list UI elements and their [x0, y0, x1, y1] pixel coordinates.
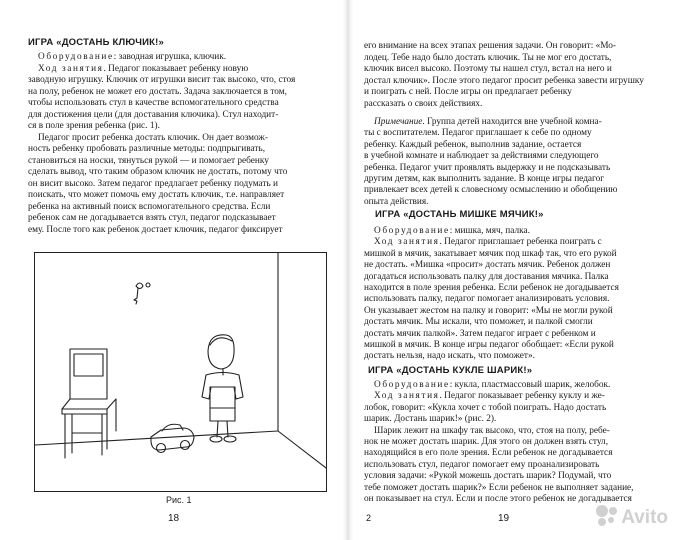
- spaced-term: Оборудование: [374, 380, 450, 390]
- text-line: для достижения цели (для доставания ключика). Стул находит-: [28, 109, 279, 120]
- text-line: достать нельзя, надо искать, что поможет».: [364, 351, 535, 362]
- text-line: [374, 391, 605, 402]
- text-line: в учебной комнате и наблюдает за действиями следующего: [364, 151, 599, 162]
- text-line: шарик. Достань шарик!» (рис. 2).: [364, 414, 497, 425]
- text-line: ему. После того как ребенок достает ключик, педагог фиксирует: [28, 224, 283, 235]
- text-line: [374, 237, 602, 248]
- text-line: ребенок сам не догадывается взять стул, педагог подсказывает: [28, 213, 276, 223]
- left-heading: ИГРА «ДОСТАНЬ КЛЮЧИК!»: [28, 37, 164, 48]
- spaced-term: Ход занятия: [38, 63, 104, 74]
- text-line: ты с воспитателем. Педагог приглашает к себе по одному: [364, 128, 592, 139]
- line-rest: . Группа детей находится вне учебной комна-: [422, 117, 602, 127]
- text-line: заводную игрушку. Ключик от игрушки висит так высоко, что, стоя: [28, 75, 296, 85]
- right-page-mark: 2: [366, 513, 372, 523]
- text-line: мишкой в мячик, закатывает мячик под шкаф так, что его рукой: [364, 248, 617, 259]
- avito-logo-icon: [596, 505, 618, 527]
- text-line: условия задачи: «Рукой можешь достать шарик? Подумай, что: [364, 471, 612, 482]
- text-line: достать мячик. Мы искали, что поможет, и палкой смогли: [364, 317, 593, 328]
- text-line: он показывает на стул. Если и после этого ребенок не догадывается: [364, 494, 632, 504]
- text-line: [374, 226, 530, 237]
- text-line: ребенка на активный поиск вспомогательного средства. Если: [28, 201, 271, 212]
- line-rest: . Педагог показывает ребенку куклу и же-: [439, 391, 605, 402]
- game3-heading: ИГРА «ДОСТАНЬ КУКЛЕ ШАРИК!»: [368, 365, 533, 376]
- text-line: привлекает всех детей к словесному осмыслению и обобщению: [364, 185, 618, 196]
- line-rest: : заводная игрушка, ключик.: [113, 52, 227, 62]
- text-line: другим детям, как выполнить задание. В конце игры педагог: [364, 174, 605, 184]
- spaced-term: Ход занятия: [374, 391, 440, 402]
- text-line: рассказать о своих действиях.: [364, 98, 483, 109]
- text-line: ность ребенку пробовать различные методы: подпрыгивать,: [28, 144, 266, 154]
- right-page-number: 19: [498, 513, 510, 524]
- text-line: [38, 52, 226, 63]
- text-line: [374, 380, 610, 391]
- text-line: догадаться использовать палку для доставания мячика. Палка: [364, 271, 609, 282]
- text-line: использовать палку, педагог помогает анализировать условия.: [364, 294, 610, 305]
- text-line: не достать. «Мишка «просит» достать мячик. Ребенок должен: [364, 260, 611, 271]
- text-line: [374, 117, 602, 128]
- italic-term: Примечание: [374, 117, 423, 127]
- line-rest: : мишка, мяч, палка.: [449, 226, 530, 236]
- spaced-term: Ход занятия: [374, 237, 440, 248]
- game2-heading: ИГРА «ДОСТАНЬ МИШКЕ МЯЧИК!»: [375, 209, 544, 220]
- text-line: и поиграть с ней. После игры он предлагает ребенку: [364, 87, 572, 97]
- figure-1-caption: Рис. 1: [166, 495, 192, 505]
- avito-watermark-text: Avito: [621, 507, 668, 528]
- text-line: мишкой в мячик. В конце игры педагог обобщает: «Если рукой: [364, 340, 614, 350]
- text-line: лодец. Тебе надо было достать ключик. Ты не мог его достать,: [364, 52, 612, 63]
- text-line: его внимание на всех этапах решения задачи. Он говорит: «Мо-: [364, 41, 617, 51]
- text-line: ся в поле зрения ребенка (рис. 1).: [28, 121, 160, 131]
- text-line: сделать вывод, что таким образом ключик не достать, потому что: [28, 167, 288, 177]
- figure-1: [34, 252, 327, 492]
- spaced-term: Оборудование: [374, 226, 450, 236]
- avito-watermark: [596, 505, 668, 529]
- text-line: [38, 64, 248, 75]
- text-line: использовать стул, педагог помогает ему проанализировать: [364, 459, 600, 470]
- text-line: Шарик лежит на шкафу так высоко, что, стоя на полу, ребе-: [374, 425, 610, 436]
- text-line: находится в поле зрения ребенка. Если ребенок не догадывается: [364, 283, 619, 293]
- line-rest: . Педагог показывает ребенку новую: [103, 63, 249, 74]
- text-line: он висит высоко. Затем педагог предлагает ребенку подумать и: [28, 178, 279, 189]
- text-line: Он указывает жестом на палку и говорит: «Мы не могли рукой: [364, 305, 613, 316]
- left-page: [8, 0, 348, 540]
- right-page: [348, 0, 680, 540]
- text-line: на полу, ребенок не может его достать. Задача заключается в том,: [28, 86, 287, 97]
- figure-1-illustration: [35, 253, 326, 491]
- line-rest: : кукла, пластмассовый шарик, желобок.: [449, 380, 611, 390]
- text-line: достать мячик палкой». Затем педагог играет с ребенком и: [364, 328, 596, 339]
- text-line: нок не может достать шарик. Для этого он должен взять стул,: [364, 437, 609, 447]
- text-line: ключик висел высоко. Поэтому ты нашел стул, встал на него и: [364, 64, 612, 74]
- text-line: поискать, что может помочь ему достать ключик, т.е. направляет: [28, 190, 285, 200]
- text-line: тебе поможет достать шарик?» Если ребенок не выполняет задание,: [364, 482, 634, 493]
- text-line: чтобы использовать стул в качестве вспомогательного средства: [28, 98, 279, 108]
- left-page-number: 18: [168, 513, 180, 524]
- text-line: ребенка. Педагог учит проявлять выдержку и не подсказывать: [364, 162, 611, 173]
- text-line: Педагог просит ребенка достать ключик. Он дает возмож-: [38, 132, 268, 143]
- text-line: находящийся в его поле зрения. Если ребенок не догадывается: [364, 448, 613, 459]
- line-rest: . Педагог приглашает ребенка поиграть с: [439, 237, 602, 248]
- spaced-term: Оборудование: [38, 52, 114, 62]
- text-line: лобок, говорит: «Кукла хочет с тобой поиграть. Надо достать: [364, 402, 607, 413]
- text-line: ребенку. Каждый ребенок, выполнив задание, остается: [364, 139, 582, 150]
- text-line: становиться на носки, тянуться рукой — и помогает ребенку: [28, 155, 269, 166]
- text-line: опыта действия.: [364, 196, 429, 207]
- text-line: достал ключик». После этого педагог просит ребенка завести игрушку: [364, 75, 644, 86]
